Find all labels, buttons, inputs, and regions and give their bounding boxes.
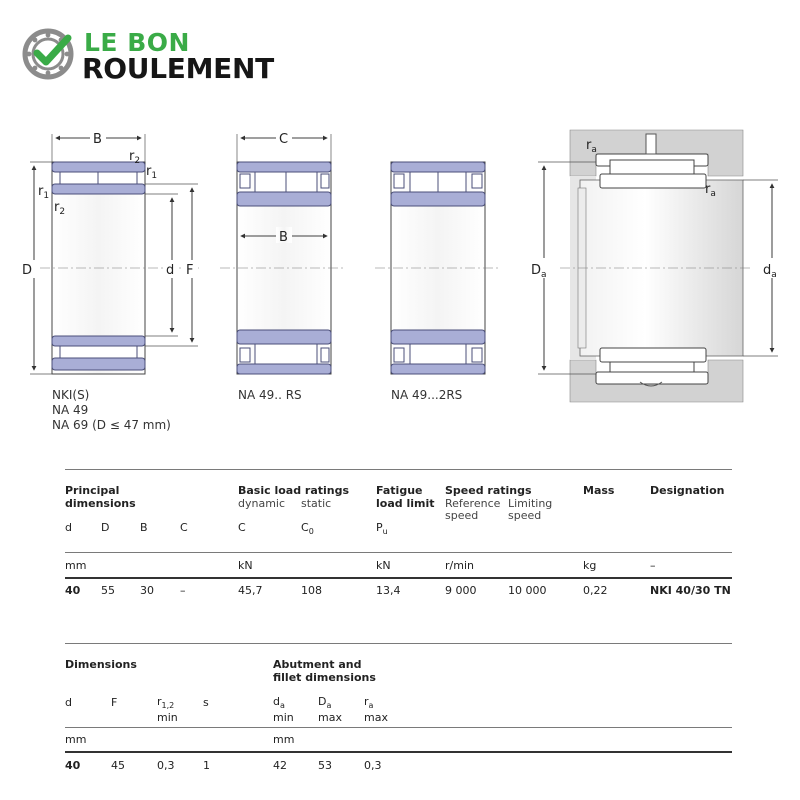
cell-C-dyn: 45,7 [238,584,263,597]
sym2-r12: $r_{1,2}$ min [157,695,178,725]
logo-text-line2: ROULEMENT [82,52,274,85]
header-fatigue: Fatigue [376,484,423,497]
cell2-s: 1 [203,759,210,772]
label-r2-left: r [54,200,60,215]
cell-Pu: 13,4 [376,584,401,597]
label-r1-top: r [146,164,152,179]
dim-label-D: D [22,263,33,278]
cell-d: 40 [65,584,81,597]
bearing-check-logo-icon [22,26,78,82]
unit-rmin: r/min [445,559,474,572]
logo-text-line1: LE BON [84,28,190,57]
cell-C: – [180,584,186,597]
cell2-ra: 0,3 [364,759,382,772]
cell2-r12: 0,3 [157,759,175,772]
bearing-drawings [0,120,800,410]
header-limiting: Limiting [508,497,553,510]
sym2-s: s [203,696,209,709]
cell2-F: 45 [111,759,125,772]
cell-C0: 108 [301,584,322,597]
drawing-nki [22,130,200,374]
svg-text:ra: $r_a$ [705,182,716,199]
svg-text:r1: $r_1$ [38,184,50,201]
svg-text:Da: $D_a$ [531,263,547,280]
sym-D: D [101,521,110,534]
dim-label-Da: D [531,263,542,278]
sym2-ra: $r_a$ max [364,695,388,725]
sym2-d: d [65,696,72,709]
header-dimensions: Dimensions [65,658,137,671]
label-ra-top: r [586,138,592,153]
cell-lim-speed: 10 000 [508,584,547,597]
header-dynamic: dynamic [238,497,286,510]
header-basic-load: Basic load ratings [238,484,350,497]
sym-C0: $C_0$ [301,521,314,537]
unit2-mm-1: mm [65,733,87,746]
cell2-d: 40 [65,759,81,772]
logo [22,26,312,86]
header-reference: Reference [445,497,501,510]
cell2-da: 42 [273,759,287,772]
label-r1-left: r [38,184,44,199]
sym-Pu: $P_u$ [376,521,388,537]
sym-d: d [65,521,72,534]
unit-kg: kg [583,559,597,572]
sym2-Da: $D_a$ max [318,695,342,725]
svg-text:r2: $r_2$ [129,149,141,166]
dim-label-B: B [93,132,102,147]
dim-label-F: F [186,263,194,278]
unit-mm: mm [65,559,87,572]
header-speed: Speed ratings [445,484,532,497]
drawing-na49-rs [220,130,345,374]
svg-text:r2: $r_2$ [54,200,66,217]
sym-C: C [180,521,188,534]
sym2-da: $d_a$ min [273,695,294,725]
caption-nki: NKI(S) NA 49 NA 69 (D ≤ 47 mm) [52,388,171,432]
header-static: static [301,497,332,510]
svg-text:da: $d_a$ [763,263,777,280]
caption-na49-rs: NA 49.. RS [238,388,302,402]
unit-kN-1: kN [238,559,253,572]
unit2-mm-2: mm [273,733,295,746]
unit-dash: – [650,559,656,572]
dim-label-C: C [279,132,289,147]
header-mass: Mass [583,484,615,497]
cell2-Da: 53 [318,759,332,772]
header-designation: Designation [650,484,725,497]
cell-B: 30 [140,584,154,597]
svg-text:ra: $r_a$ [586,138,597,155]
drawing-na49-2rs [375,162,500,374]
header-abutment: Abutment and [273,658,362,671]
dim-label-da: d [763,263,772,278]
svg-text:r1: $r_1$ [146,164,158,181]
sym-C-dyn: C [238,521,246,534]
cell-D: 55 [101,584,115,597]
sym-B: B [140,521,148,534]
dim-label-d: d [166,263,175,278]
caption-na49-2rs: NA 49...2RS [391,388,463,402]
cell-ref-speed: 9 000 [445,584,477,597]
drawing-abutment [530,130,784,402]
label-ra-right: r [705,182,711,197]
header-principal: Principal [65,484,120,497]
cell-mass: 0,22 [583,584,608,597]
unit-kN-2: kN [376,559,391,572]
sym2-F: F [111,696,118,709]
cell-designation: NKI 40/30 TN [650,584,731,597]
label-r2-top: r [129,149,135,164]
dim-label-B-inner: B [279,230,288,245]
